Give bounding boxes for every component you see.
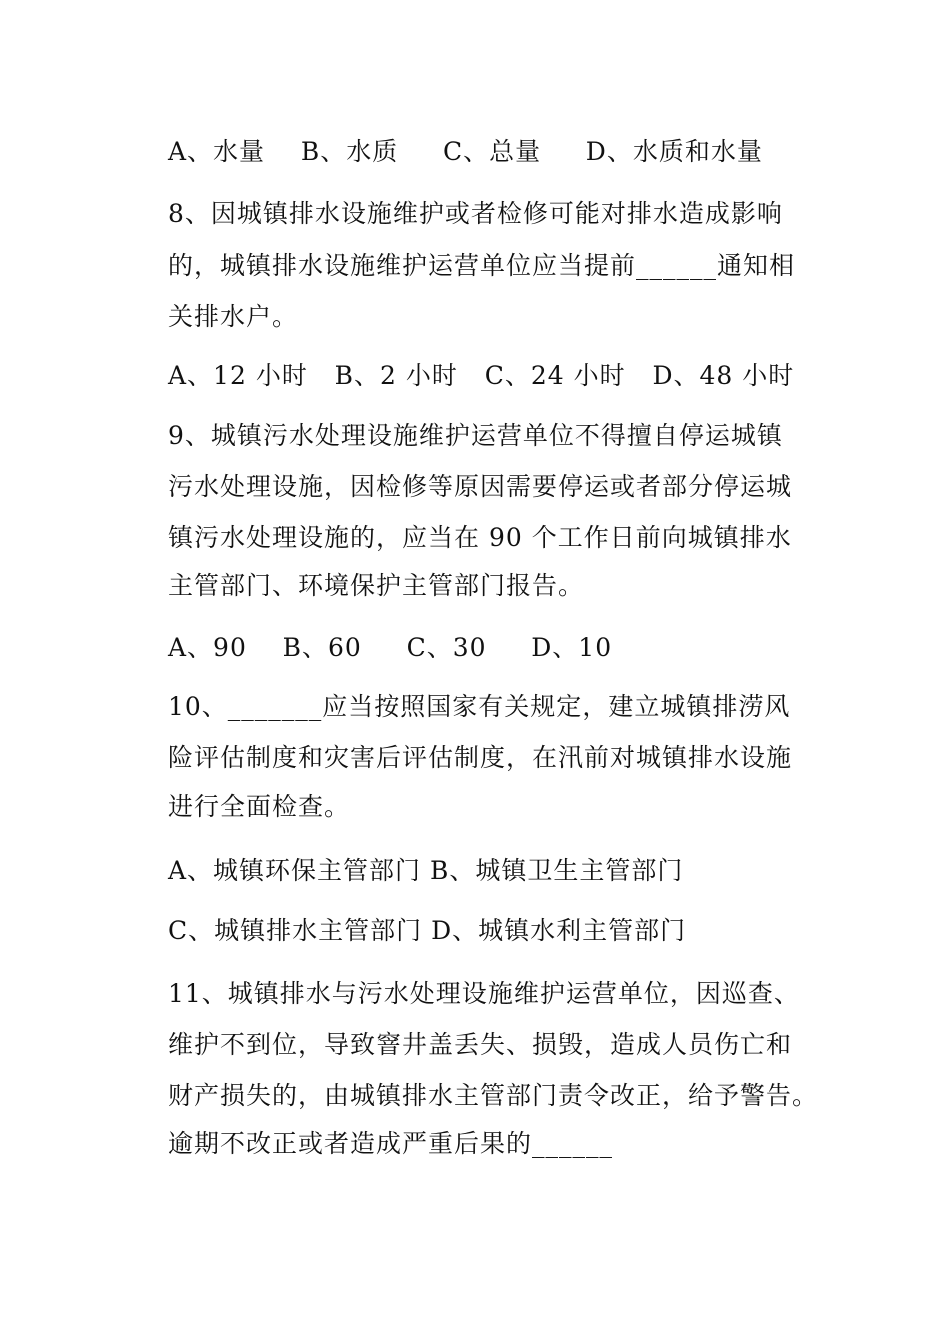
q9-line-3: 镇污水处理设施的，应当在 90 个工作日前向城镇排水 <box>168 523 792 552</box>
q7-options: A、水量 B、水质 C、总量 D、水质和水量 <box>168 137 763 166</box>
q9-line-2: 污水处理设施，因检修等原因需要停运或者部分停运城 <box>168 472 793 501</box>
q8-line-2: 的，城镇排水设施维护运营单位应当提前______通知相 <box>168 251 796 280</box>
q11-line-4: 逾期不改正或者造成严重后果的______ <box>168 1129 614 1158</box>
q10-line-2: 险评估制度和灾害后评估制度，在汛前对城镇排水设施 <box>168 743 793 772</box>
q8-line-1: 8、因城镇排水设施维护或者检修可能对排水造成影响 <box>168 199 783 228</box>
q9-line-4: 主管部门、环境保护主管部门报告。 <box>168 571 585 600</box>
q10-line-3: 进行全面检查。 <box>168 792 351 821</box>
q11-line-2: 维护不到位，导致窨井盖丢失、损毁，造成人员伤亡和 <box>168 1030 793 1059</box>
q10-options-1: A、城镇环保主管部门 B、城镇卫生主管部门 <box>168 856 684 885</box>
q9-options: A、90 B、60 C、30 D、10 <box>168 633 613 662</box>
q9-line-1: 9、城镇污水处理设施维护运营单位不得擅自停运城镇 <box>168 421 783 450</box>
q8-options: A、12 小时 B、2 小时 C、24 小时 D、48 小时 <box>168 361 795 390</box>
q11-line-3: 财产损失的，由城镇排水主管部门责令改正，给予警告。 <box>168 1081 819 1110</box>
q10-options-2: C、城镇排水主管部门 D、城镇水利主管部门 <box>168 916 687 945</box>
q11-line-1: 11、城镇排水与污水处理设施维护运营单位，因巡查、 <box>168 979 800 1008</box>
q8-line-3: 关排水户。 <box>168 302 299 331</box>
q10-line-1: 10、_______应当按照国家有关规定，建立城镇排涝风 <box>168 692 791 721</box>
